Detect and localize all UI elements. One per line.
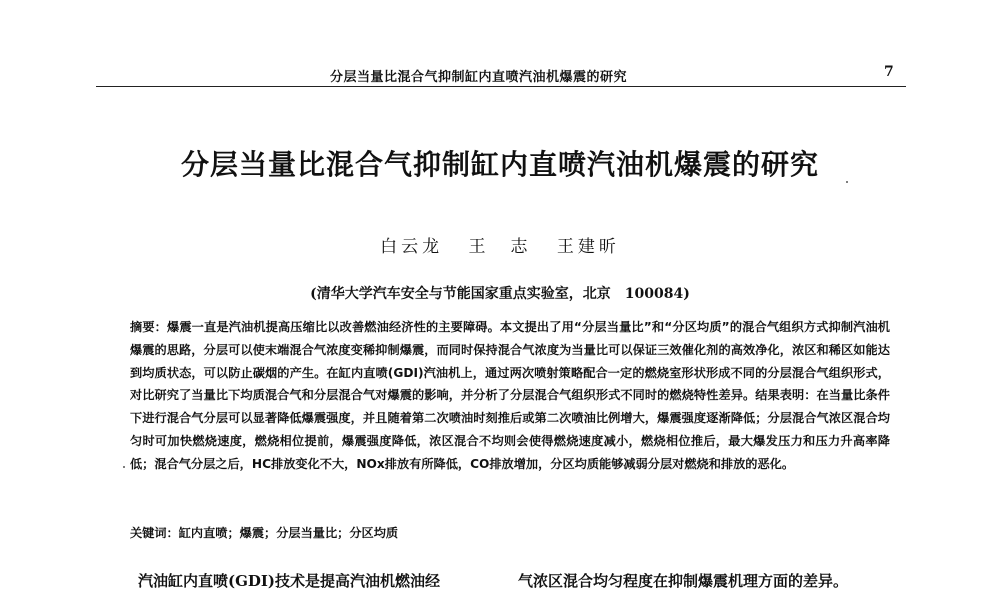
- affiliation: (清华大学汽车安全与节能国家重点实验室，北京 100084): [310, 286, 690, 302]
- author-list: [0, 232, 1000, 257]
- page-number: 7: [884, 64, 894, 80]
- keywords-block: [130, 524, 398, 541]
- abstract-text: 爆震一直是汽油机提高压缩比以改善燃油经济性的主要障碍。本文提出了用“分层当量比”和“分区均质”的混合气组织方式抑制汽油机爆震的思路，分层可以使末端混合气浓度变稀抑制爆震，而同时保持混合气浓度为当量比可以保证三效催化剂的高效净化，浓区和稀区如能达到均质状态，可以防止碳烟的产生。在缸内直喷(GDI)汽油机上，通过两次喷射策略配合一定的燃烧室形状形成不同的分层混合气组织形式，对比研究了当量比下均质混合气和分层混合气对爆震的影响，并分析了分层混合气组织形式不同时的燃烧特性差异。结果表明：在当量比条件下进行混合气分层可以显著降低爆震强度，并且随着第二次喷油时刻推后或第二次喷油比例增大，爆震强度逐渐降低；分层混合气浓区混合均匀时可加快燃烧速度，燃烧相位提前，爆震强度降低，浓区混合不均则会使得燃烧速度减小，燃烧相位推后，最大爆发压力和压力升高率降低；混合气分层之后，HC排放变化不大，NOx排放有所降低，CO排放增加，分区均质能够减弱分层对燃烧和排放的恶化。: [130, 320, 890, 471]
- abstract-label: 摘要：: [130, 320, 167, 334]
- keywords-label: 关键词：: [130, 526, 179, 540]
- keywords-text: 缸内直喷；爆震；分层当量比；分区均质: [178, 526, 399, 540]
- paper-title: 分层当量比混合气抑制缸内直喷汽油机爆震的研究: [180, 148, 819, 181]
- body-text-left-column: 汽油缸内直喷(GDI)技术是提高汽油机燃油经: [138, 572, 441, 590]
- author-name: 白云龙: [380, 237, 444, 257]
- running-header-title: 分层当量比混合气抑制缸内直喷汽油机爆震的研究: [330, 70, 628, 85]
- abstract-block: [130, 316, 890, 476]
- author-name: 王 志: [468, 237, 532, 257]
- body-text-right-column: 气浓区混合均匀程度在抑制爆震机理方面的差异。: [518, 572, 849, 590]
- author-name: 王建昕: [556, 237, 620, 257]
- header-rule: [96, 86, 906, 87]
- scan-speck: [123, 466, 125, 468]
- scan-speck: [846, 181, 848, 183]
